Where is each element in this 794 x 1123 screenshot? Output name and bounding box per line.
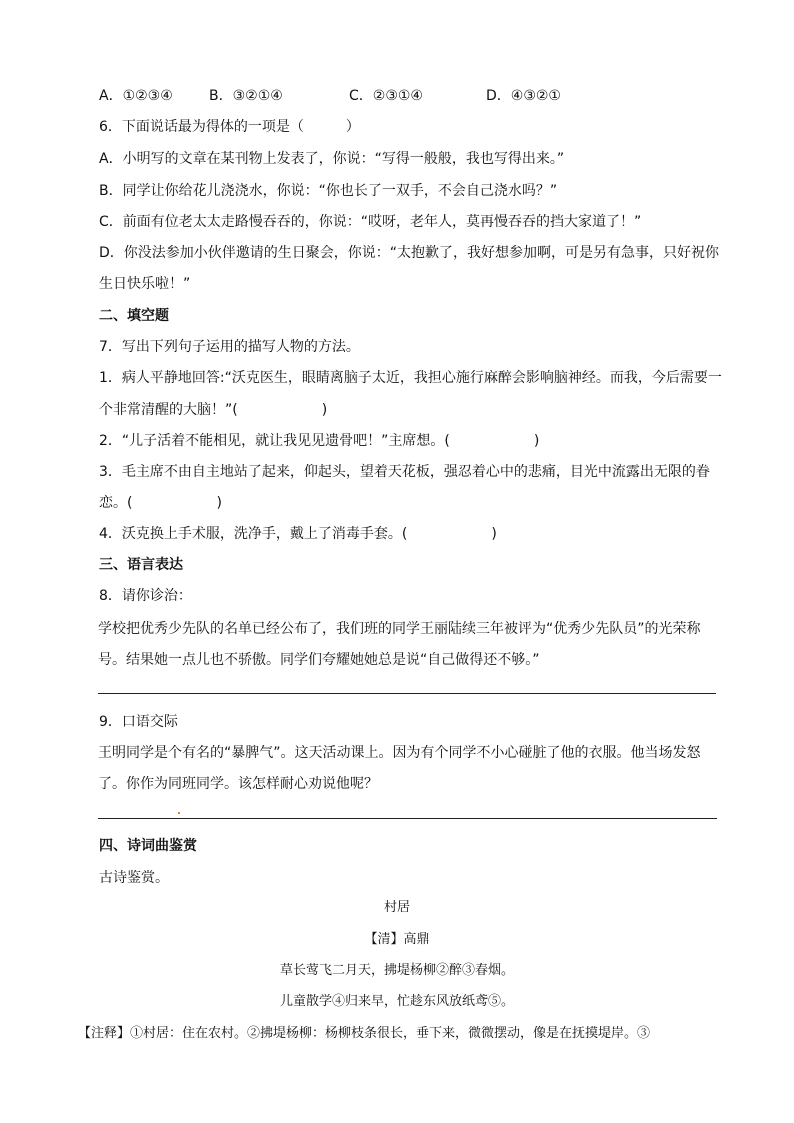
poem-author: 【清】高鼎: [364, 932, 430, 947]
q8-text-line2: 号。结果她一点儿也不骄傲。同学们夸耀她她总是说“自己做得还不够。”: [98, 652, 540, 668]
q6-option-a: A．小明写的文章在某刊物上发表了，你说：“写得一般般，我也写得出来。”: [99, 151, 565, 167]
q7-item1-line1: 1．病人平静地回答:“沃克医生，眼睛离脑子太近，我担心施行麻醉会影响脑神经。而我，今后需要一: [99, 370, 722, 386]
poem-note: 【注释】①村居：住在农村。②拂堤杨柳：杨柳枝条很长，垂下来，微微摆动，像是在抚摸堤岸。③: [78, 1026, 651, 1041]
q5-option-c: C．②③①④: [349, 88, 423, 104]
stray-mark: [178, 812, 180, 814]
q6-stem: 6．下面说话最为得体的一项是（ ）: [99, 119, 360, 135]
q5-option-d: D．④③②①: [486, 88, 561, 104]
q7-item4: 4．沃克换上手术服，洗净手，戴上了消毒手套。( ): [99, 526, 497, 542]
q6-option-d-line2: 生日快乐啦！”: [99, 276, 191, 292]
q5-option-b: B．③②①④: [209, 88, 283, 104]
q8-text-line1: 学校把优秀少先队的名单已经公布了，我们班的同学王丽陆续三年被评为“优秀少先队员”的光荣称: [98, 621, 701, 637]
section4-intro: 古诗鉴赏。: [99, 870, 169, 886]
q7-item1-line2: 个非常清醒的大脑！”( ): [99, 402, 328, 418]
q6-option-c: C．前面有位老太太走路慢吞吞的，你说：“哎呀，老年人，莫再慢吞吞的挡大家道了！”: [99, 214, 642, 230]
q7-item2: 2．“儿子活着不能相见，就让我见见遗骨吧！”主席想。( ): [99, 433, 540, 449]
section3-heading: 三、语言表达: [99, 557, 183, 573]
q8-answer-line: [98, 693, 716, 694]
q9-text-line2: 了。你作为同班同学。该怎样耐心劝说他呢？: [98, 776, 378, 792]
section2-heading: 二、填空题: [99, 308, 169, 324]
q7-stem: 7．写出下列句子运用的描写人物的方法。: [99, 339, 360, 355]
q6-option-b: B．同学让你给花儿浇浇水，你说：“你也长了一双手，不会自己浇水吗？”: [99, 183, 558, 199]
q7-item3-line2: 恋。( ): [99, 495, 222, 511]
q5-option-a: A．①②③④: [99, 88, 173, 104]
q9-stem: 9．口语交际: [99, 714, 178, 730]
section4-heading: 四、诗词曲鉴赏: [99, 838, 197, 854]
q7-item3-line1: 3．毛主席不由自主地站了起来，仰起头，望着天花板，强忍着心中的悲痛，目光中流露出无限的眷: [99, 464, 710, 480]
q6-option-d-line1: D．你没法参加小伙伴邀请的生日聚会，你说：“太抱歉了，我好想参加啊，可是另有急事，只好祝你: [99, 245, 720, 261]
q8-stem: 8．请你诊治：: [99, 588, 192, 604]
q5-options: [99, 87, 699, 105]
q9-text-line1: 王明同学是个有名的“暴脾气”。这天活动课上。因为有个同学不小心碰脏了他的衣服。他当场发怒: [98, 745, 701, 761]
q9-answer-line: [98, 818, 717, 819]
poem-line-1: 草长莺飞二月天，拂堤杨柳②醉③春烟。: [279, 963, 514, 978]
poem-title: 村居: [383, 900, 410, 915]
poem-line-2: 儿童散学④归来早，忙趁东风放纸鸢⑤。: [279, 994, 514, 1009]
